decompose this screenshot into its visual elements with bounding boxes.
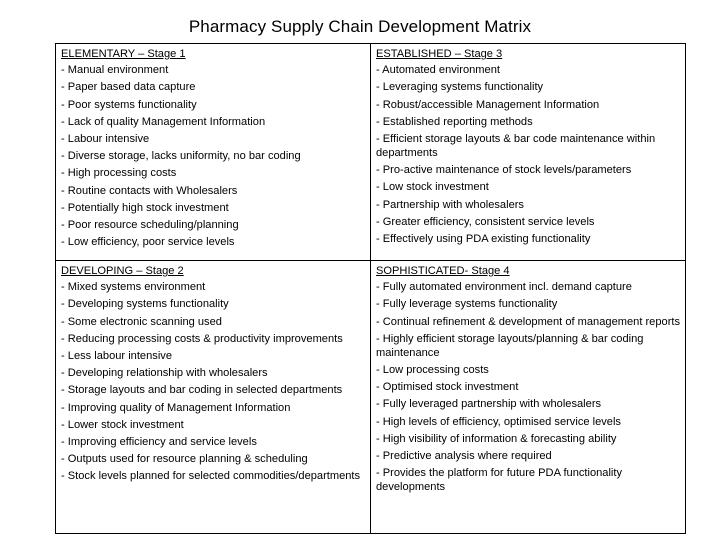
list-item: - Less labour intensive	[61, 349, 172, 362]
stage-1-heading: ELEMENTARY – Stage 1	[61, 48, 186, 60]
stage-3-heading: ESTABLISHED – Stage 3	[376, 48, 503, 60]
list-item: - Low stock investment	[376, 181, 489, 194]
list-item: - Routine contacts with Wholesalers	[61, 184, 238, 197]
list-item: - Outputs used for resource planning & scheduling	[61, 453, 308, 466]
list-item: - High visibility of information & forecasting ability	[376, 432, 617, 445]
list-item: - Lack of quality Management Information	[61, 115, 266, 128]
stage-4-cell	[371, 261, 685, 497]
list-item: - Improving efficiency and service levels	[61, 435, 257, 448]
list-item: - Established reporting methods	[376, 115, 533, 128]
stage-4-list	[376, 280, 681, 494]
list-item: - Robust/accessible Management Information	[376, 98, 600, 111]
list-item: - Effectively using PDA existing functionality	[376, 232, 591, 245]
list-item: - Provides the platform for future PDA functionality developments	[376, 467, 623, 494]
list-item: - Lower stock investment	[61, 418, 184, 431]
list-item: - Poor systems functionality	[61, 98, 197, 111]
list-item: - Partnership with wholesalers	[376, 198, 524, 211]
list-item: - Diverse storage, lacks uniformity, no bar coding	[61, 150, 301, 163]
list-item: - Highly efficient storage layouts/planning & bar coding maintenance	[376, 332, 644, 359]
list-item: - High processing costs	[61, 167, 177, 180]
list-item: - Predictive analysis where required	[376, 449, 552, 462]
list-item: - Paper based data capture	[61, 81, 196, 94]
list-item: - Low processing costs	[376, 363, 489, 376]
list-item: - Greater efficiency, consistent service levels	[376, 215, 595, 228]
list-item: - Reducing processing costs & productivity improvements	[61, 332, 343, 345]
stage-2-heading: DEVELOPING – Stage 2	[61, 265, 184, 277]
list-item: - Potentially high stock investment	[61, 201, 229, 214]
list-item: - Efficient storage layouts & bar code maintenance within departments	[376, 132, 656, 159]
list-item: - Fully automated environment incl. demand capture	[376, 281, 632, 294]
stage-2-cell	[56, 261, 370, 486]
stage-1-list	[61, 63, 366, 249]
list-item: - Optimised stock investment	[376, 381, 519, 394]
page-title: Pharmacy Supply Chain Development Matrix	[188, 17, 532, 36]
list-item: - Stock levels planned for selected commodities/departments	[61, 470, 361, 483]
list-item: - Storage layouts and bar coding in selected departments	[61, 384, 343, 397]
stage-1-cell	[56, 44, 370, 252]
list-item: - Improving quality of Management Information	[61, 401, 291, 414]
list-item: - Continual refinement & development of management reports	[376, 315, 681, 328]
list-item: - Developing systems functionality	[61, 298, 229, 311]
list-item: - Fully leverage systems functionality	[376, 298, 558, 311]
list-item: - High levels of efficiency, optimised service levels	[376, 415, 621, 428]
development-matrix	[55, 43, 686, 534]
list-item: - Fully leveraged partnership with wholesalers	[376, 398, 602, 411]
list-item: - Automated environment	[376, 64, 500, 77]
list-item: - Low efficiency, poor service levels	[61, 236, 235, 249]
list-item: - Some electronic scanning used	[61, 315, 222, 328]
list-item: - Mixed systems environment	[61, 281, 206, 294]
stage-2-list	[61, 280, 366, 483]
stage-3-cell	[371, 44, 685, 249]
list-item: - Pro-active maintenance of stock levels/parameters	[376, 164, 632, 177]
list-item: - Labour intensive	[61, 132, 150, 145]
stage-4-heading: SOPHISTICATED- Stage 4	[376, 265, 510, 277]
list-item: - Manual environment	[61, 64, 169, 77]
stage-3-list	[376, 63, 681, 246]
list-item: - Poor resource scheduling/planning	[61, 218, 239, 231]
list-item: - Leveraging systems functionality	[376, 81, 544, 94]
list-item: - Developing relationship with wholesalers	[61, 367, 268, 380]
